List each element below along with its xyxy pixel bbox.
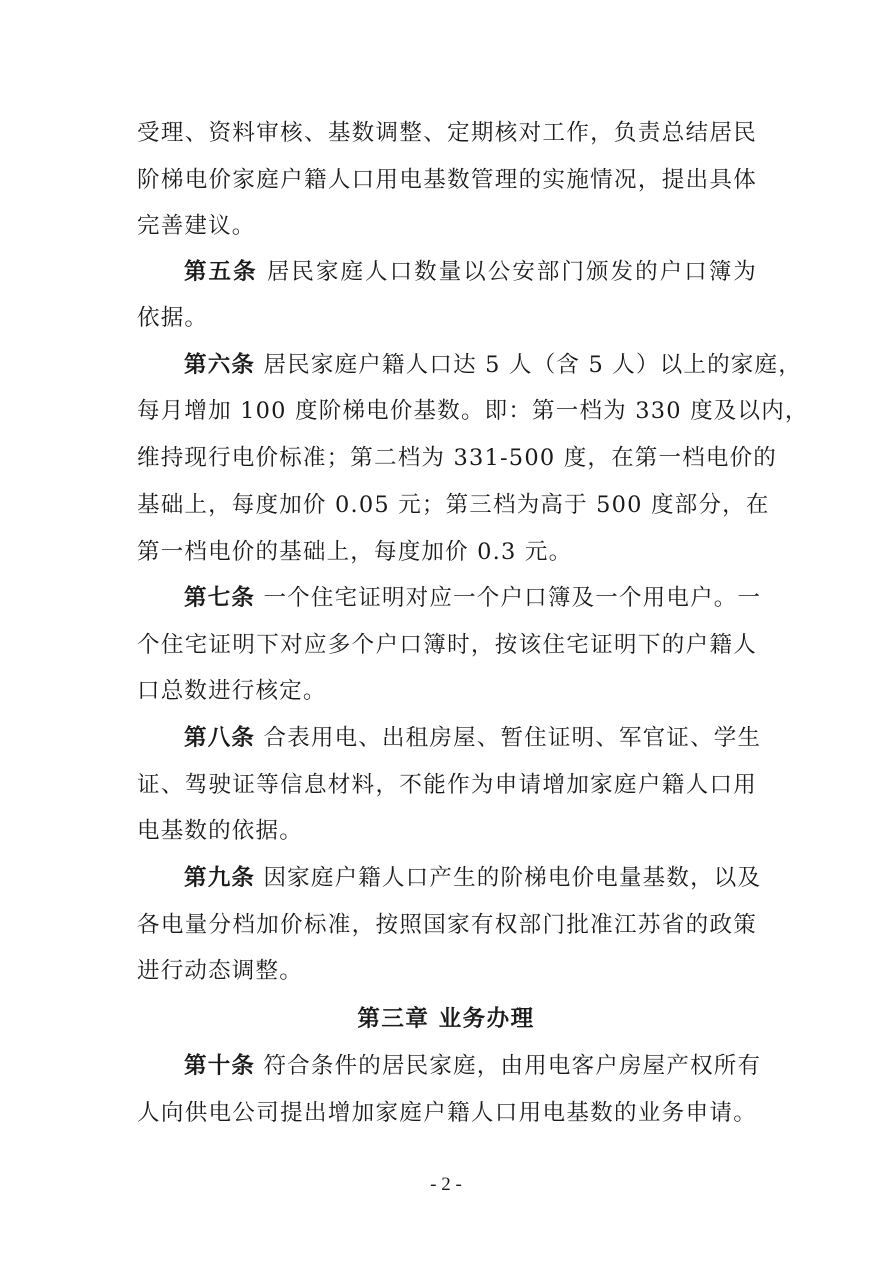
line-text: 各电量分档加价标准，按照国家有权部门批准江苏省的政策	[137, 912, 757, 938]
line-text: 维持现行电价标准；第二档为 331-500 度，在第一档电价的	[137, 445, 777, 471]
article-9-heading-line	[184, 863, 762, 893]
line-text: 居民家庭人口数量以公安部门颁发的户口簿为	[266, 259, 757, 285]
article-7-heading-line	[184, 583, 762, 613]
paragraph-line	[137, 630, 757, 660]
line-text: 符合条件的居民家庭，由用电客户房屋产权所有	[263, 1053, 762, 1079]
article-label: 第十条	[184, 1053, 256, 1079]
paragraph-line	[137, 165, 757, 195]
article-8-heading-line	[184, 723, 762, 753]
paragraph-line	[137, 443, 777, 473]
paragraph-line	[137, 537, 757, 567]
line-text: 因家庭户籍人口产生的阶梯电价电量基数，以及	[263, 865, 762, 891]
paragraph-line	[137, 676, 757, 706]
line-text: 进行动态调整。	[137, 958, 303, 984]
paragraph-line	[137, 490, 770, 520]
paragraph-line	[137, 211, 757, 241]
article-label: 第七条	[184, 585, 256, 611]
line-text: 完善建议。	[137, 213, 256, 239]
paragraph-line	[137, 816, 757, 846]
paragraph-line	[137, 396, 809, 426]
chapter-heading: 第三章 业务办理	[357, 1006, 535, 1032]
line-text: 基础上，每度加价 0.05 元；第三档为高于 500 度部分，在	[137, 492, 770, 518]
article-label: 第九条	[184, 865, 256, 891]
paragraph-line	[137, 118, 757, 148]
article-6-heading-line	[184, 350, 802, 380]
article-5-heading-line	[184, 257, 757, 287]
paragraph-line	[137, 956, 757, 986]
line-text: 阶梯电价家庭户籍人口用电基数管理的实施情况，提出具体	[137, 167, 757, 193]
line-text: 一个住宅证明对应一个户口簿及一个用电户。一	[263, 585, 762, 611]
line-text: 依据。	[137, 305, 209, 331]
paragraph-line	[137, 910, 757, 940]
article-label: 第八条	[184, 725, 256, 751]
line-text: 第一档电价的基础上，每度加价 0.3 元。	[137, 539, 573, 565]
line-text: 人向供电公司提出增加家庭户籍人口用电基数的业务申请。	[137, 1100, 757, 1126]
line-text: 合表用电、出租房屋、暂住证明、军官证、学生	[263, 725, 762, 751]
line-text: 证、驾驶证等信息材料，不能作为申请增加家庭户籍人口用	[137, 772, 757, 798]
paragraph-line	[137, 1098, 757, 1128]
line-text: 口总数进行核定。	[137, 678, 327, 704]
line-text: 受理、资料审核、基数调整、定期核对工作，负责总结居民	[137, 120, 757, 146]
line-text: 电基数的依据。	[137, 818, 303, 844]
paragraph-line	[137, 770, 757, 800]
line-text: 每月增加 100 度阶梯电价基数。即：第一档为 330 度及以内，	[137, 398, 809, 424]
page-number: - 2 -	[430, 1174, 462, 1195]
article-10-heading-line	[184, 1051, 762, 1081]
article-label: 第六条	[184, 352, 256, 378]
line-text: 居民家庭户籍人口达 5 人（含 5 人）以上的家庭，	[263, 352, 802, 378]
paragraph-line	[137, 303, 757, 333]
article-label: 第五条	[184, 259, 258, 285]
line-text: 个住宅证明下对应多个户口簿时，按该住宅证明下的户籍人	[137, 632, 757, 658]
